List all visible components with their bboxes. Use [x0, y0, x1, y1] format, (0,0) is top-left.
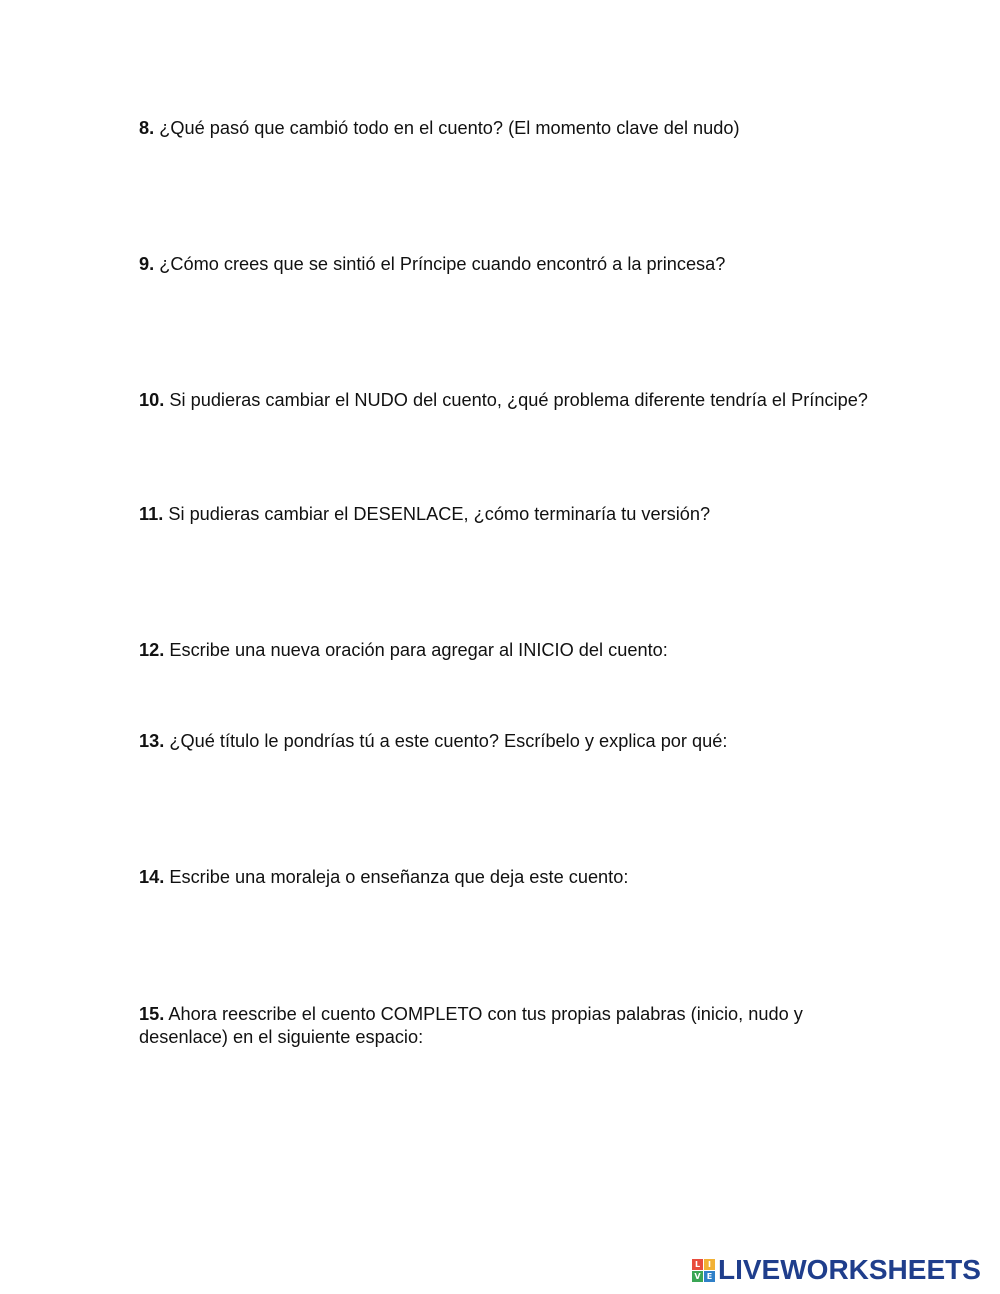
question-number: 12. [139, 640, 165, 660]
question-number: 13. [139, 731, 165, 751]
question-text: ¿Qué pasó que cambió todo en el cuento? (El momento clave del nudo) [159, 118, 740, 138]
question-text: ¿Cómo crees que se sintió el Príncipe cuando encontró a la princesa? [159, 254, 726, 274]
logo-mark-tile: E [704, 1271, 715, 1282]
question-text: ¿Qué título le pondrías tú a este cuento? Escríbelo y explica por qué: [169, 731, 728, 751]
question-text: Si pudieras cambiar el NUDO del cuento, ¿qué problema diferente tendría el Príncipe? [169, 390, 868, 410]
question-text: Escribe una moraleja o enseñanza que deja este cuento: [169, 867, 629, 887]
question-11 [139, 503, 869, 526]
question-15 [139, 1003, 869, 1049]
question-number: 10. [139, 390, 165, 410]
question-8 [139, 117, 869, 140]
logo-mark-tile: L [692, 1259, 703, 1270]
question-12 [139, 639, 869, 662]
question-number: 8. [139, 118, 155, 138]
question-text: Si pudieras cambiar el DESENLACE, ¿cómo terminaría tu versión? [168, 504, 711, 524]
question-10 [139, 389, 869, 412]
logo-mark-icon [692, 1259, 715, 1282]
question-9 [139, 253, 869, 276]
question-number: 11. [139, 504, 164, 524]
question-13 [139, 730, 869, 753]
question-number: 15. [139, 1004, 165, 1024]
question-14 [139, 866, 869, 889]
logo-mark-tile: I [704, 1259, 715, 1270]
logo-text: LIVEWORKSHEETS [718, 1254, 981, 1285]
logo-mark-tile: V [692, 1271, 703, 1282]
question-text: Escribe una nueva oración para agregar al INICIO del cuento: [169, 640, 668, 660]
liveworksheets-logo [692, 1255, 981, 1285]
question-text: Ahora reescribe el cuento COMPLETO con tus propias palabras (inicio, nudo y desenlace) en el siguiente espacio: [139, 1004, 803, 1047]
question-number: 14. [139, 867, 165, 887]
question-number: 9. [139, 254, 155, 274]
